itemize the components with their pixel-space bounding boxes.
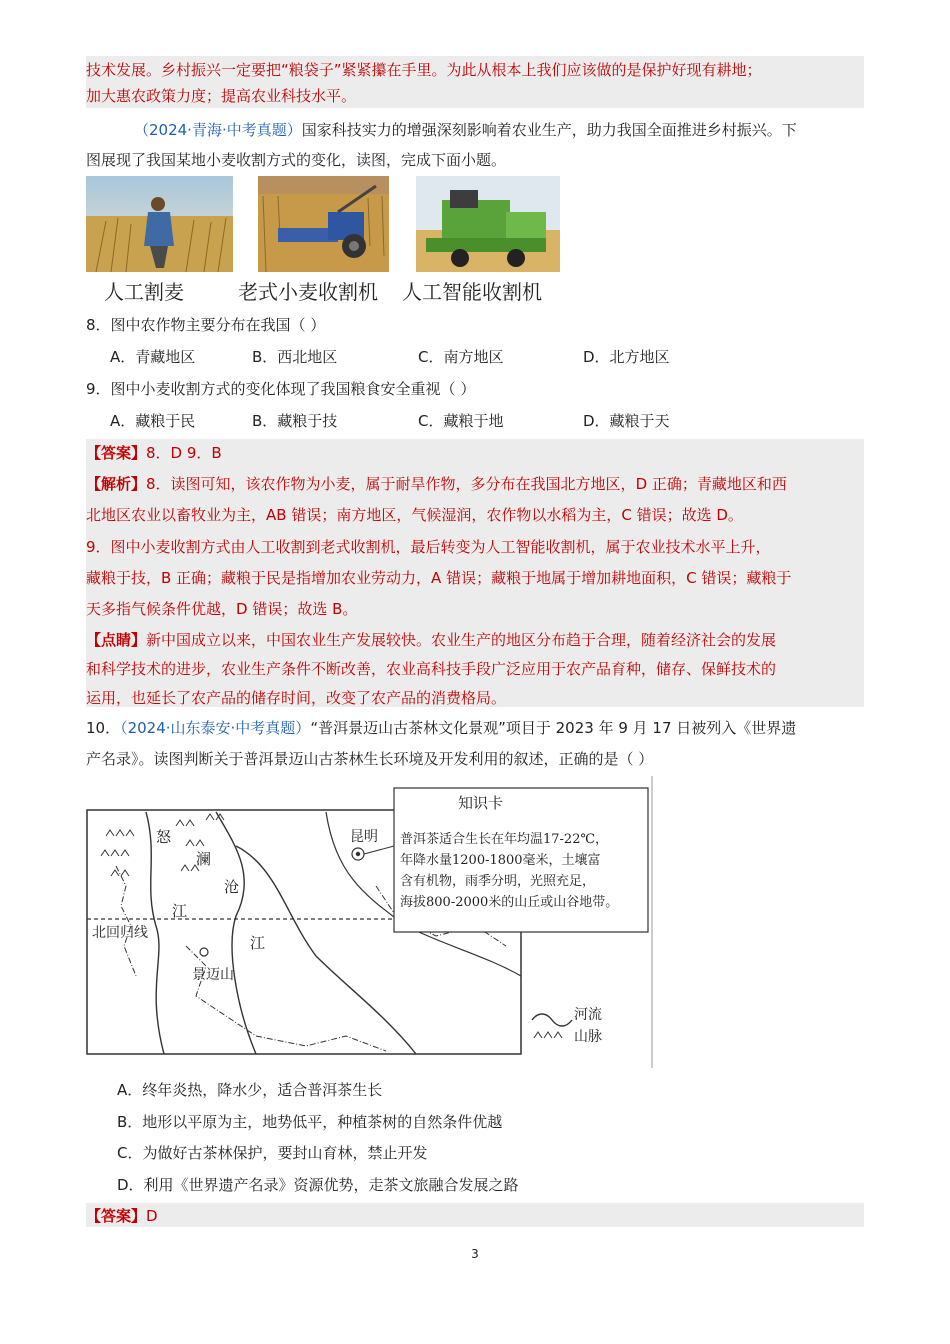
q10-stem-line-1 xyxy=(86,718,796,738)
knowledge-card-line-4: 海拔800-2000米的山丘或山谷地带。 xyxy=(400,895,619,910)
knowledge-card-line-2: 年降水量1200-1800毫米，土壤富 xyxy=(400,853,601,868)
q8-option-a: A．青藏地区 xyxy=(110,348,196,366)
photo-manual-harvest xyxy=(86,176,233,272)
analysis-text-1: 8．读图可知，该农作物为小麦，属于耐旱作物，多分布在我国北方地区，D 正确；青藏地区和西 xyxy=(146,475,787,493)
note-line-1 xyxy=(86,630,776,650)
note-line-3: 运用，也延长了农产品的储存时间，改变了农产品的消费格局。 xyxy=(86,689,507,707)
caption-ai-harvester: 人工智能收割机 xyxy=(402,280,542,304)
knowledge-card-line-3: 含有机物，雨季分明，光照充足， xyxy=(400,874,596,889)
q9-option-d: D．藏粮于天 xyxy=(583,412,670,430)
note-text-1: 新中国成立以来，中国农业生产发展较快。农业生产的地区分布趋于合理，随着经济社会的发展 xyxy=(146,631,777,649)
q10-option-c: C．为做好古茶林保护，要封山育林，禁止开发 xyxy=(117,1144,428,1162)
q8-9-source: （2024·青海·中考真题） xyxy=(134,121,302,139)
q10-answer-value: D xyxy=(146,1207,158,1225)
q9-option-c: C．藏粮于地 xyxy=(418,412,504,430)
q10-option-b: B．地形以平原为主，地势低平，种植茶树的自然条件优越 xyxy=(117,1113,503,1131)
q8-stem: 8．图中农作物主要分布在我国（ ） xyxy=(86,316,326,334)
q10-answer-band xyxy=(86,1203,864,1227)
label-jingmai-mountain: 景迈山 xyxy=(192,967,234,983)
q10-answer xyxy=(86,1206,158,1226)
q10-source: （2024·山东泰安·中考真题） xyxy=(120,719,311,737)
photo-ai-harvester xyxy=(416,176,560,272)
analysis-line-1 xyxy=(86,474,787,494)
answer-tag: 【答案】 xyxy=(86,444,147,462)
q8-9-intro-text: 国家科技实力的增强深刻影响着农业生产，助力我国全面推进乡村振兴。下 xyxy=(301,121,797,139)
analysis-line-4: 藏粮于技，B 正确；藏粮于民是指增加农业劳动力，A 错误；藏粮于地属于增加耕地面积，C 错误；藏粮于 xyxy=(86,569,792,587)
label-jiang-nu: 江 xyxy=(172,902,188,920)
label-jiang-lancang: 江 xyxy=(250,934,266,952)
caption-old-harvester: 老式小麦收割机 xyxy=(238,280,378,304)
knowledge-card-title: 知识卡 xyxy=(458,794,504,812)
q10-option-a: A．终年炎热，降水少，适合普洱茶生长 xyxy=(117,1081,383,1099)
q10-number: 10． xyxy=(86,719,121,737)
label-tropic-of-cancer: 北回归线 xyxy=(92,925,148,941)
q8-9-intro-line-1 xyxy=(134,120,797,140)
analysis-line-5: 天多指气候条件优越，D 错误；故选 B。 xyxy=(86,600,358,618)
label-kunming: 昆明 xyxy=(350,829,378,845)
q9-option-a: A．藏粮于民 xyxy=(110,412,196,430)
tea-forest-map xyxy=(86,776,656,1068)
q8-9-intro-line-2: 图展现了我国某地小麦收割方式的变化，读图，完成下面小题。 xyxy=(86,151,507,169)
q9-option-b: B．藏粮于技 xyxy=(252,412,338,430)
q8-option-c: C．南方地区 xyxy=(418,348,504,366)
page-number: 3 xyxy=(471,1247,479,1261)
label-nu-river: 怒 xyxy=(156,828,172,846)
top-text-line-1: 技术发展。乡村振兴一定要把“粮袋子”紧紧攥在手里。为此从根本上我们应该做的是保护好现有耕地； xyxy=(86,61,762,79)
note-line-2: 和科学技术的进步，农业生产条件不断改善，农业高科技手段广泛应用于农产品育种，储存、保鲜技术的 xyxy=(86,660,777,678)
q8-option-b: B．西北地区 xyxy=(252,348,338,366)
q8-option-d: D．北方地区 xyxy=(583,348,670,366)
legend-river-label: 河流 xyxy=(574,1007,602,1023)
caption-manual-harvest: 人工割麦 xyxy=(104,280,184,304)
legend-mountain-label: 山脉 xyxy=(574,1029,602,1045)
label-lan: 澜 xyxy=(196,850,212,868)
q9-stem: 9．图中小麦收割方式的变化体现了我国粮食安全重视（ ） xyxy=(86,380,476,398)
photo-old-harvester xyxy=(258,176,389,272)
label-cang: 沧 xyxy=(224,878,240,896)
q10-option-d: D．利用《世界遗产名录》资源优势，走茶文旅融合发展之路 xyxy=(117,1176,519,1194)
analysis-tag: 【解析】 xyxy=(86,475,147,493)
q10-stem-line-2: 产名录》。读图判断关于普洱景迈山古茶林生长环境及开发利用的叙述，正确的是（ ） xyxy=(86,750,654,768)
analysis-line-2: 北地区农业以畜牧业为主，AB 错误；南方地区，气候湿润，农作物以水稻为主，C 错误；故选 D。 xyxy=(86,506,743,524)
q10-stem-text: “普洱景迈山古茶林文化景观”项目于 2023 年 9 月 17 日被列入《世界遗 xyxy=(310,719,797,737)
analysis-line-3: 9．图中小麦收割方式由人工收割到老式收割机，最后转变为人工智能收割机，属于农业技术水平上升， xyxy=(86,538,771,556)
q10-answer-tag: 【答案】 xyxy=(86,1207,147,1225)
top-text-line-2: 加大惠农政策力度；提高农业科技水平。 xyxy=(86,87,357,105)
q8-9-answer xyxy=(86,443,222,463)
answer-value: 8．D 9．B xyxy=(146,444,222,462)
knowledge-card-line-1: 普洱茶适合生长在年均温17-22℃， xyxy=(400,832,609,847)
note-tag: 【点睛】 xyxy=(86,631,147,649)
